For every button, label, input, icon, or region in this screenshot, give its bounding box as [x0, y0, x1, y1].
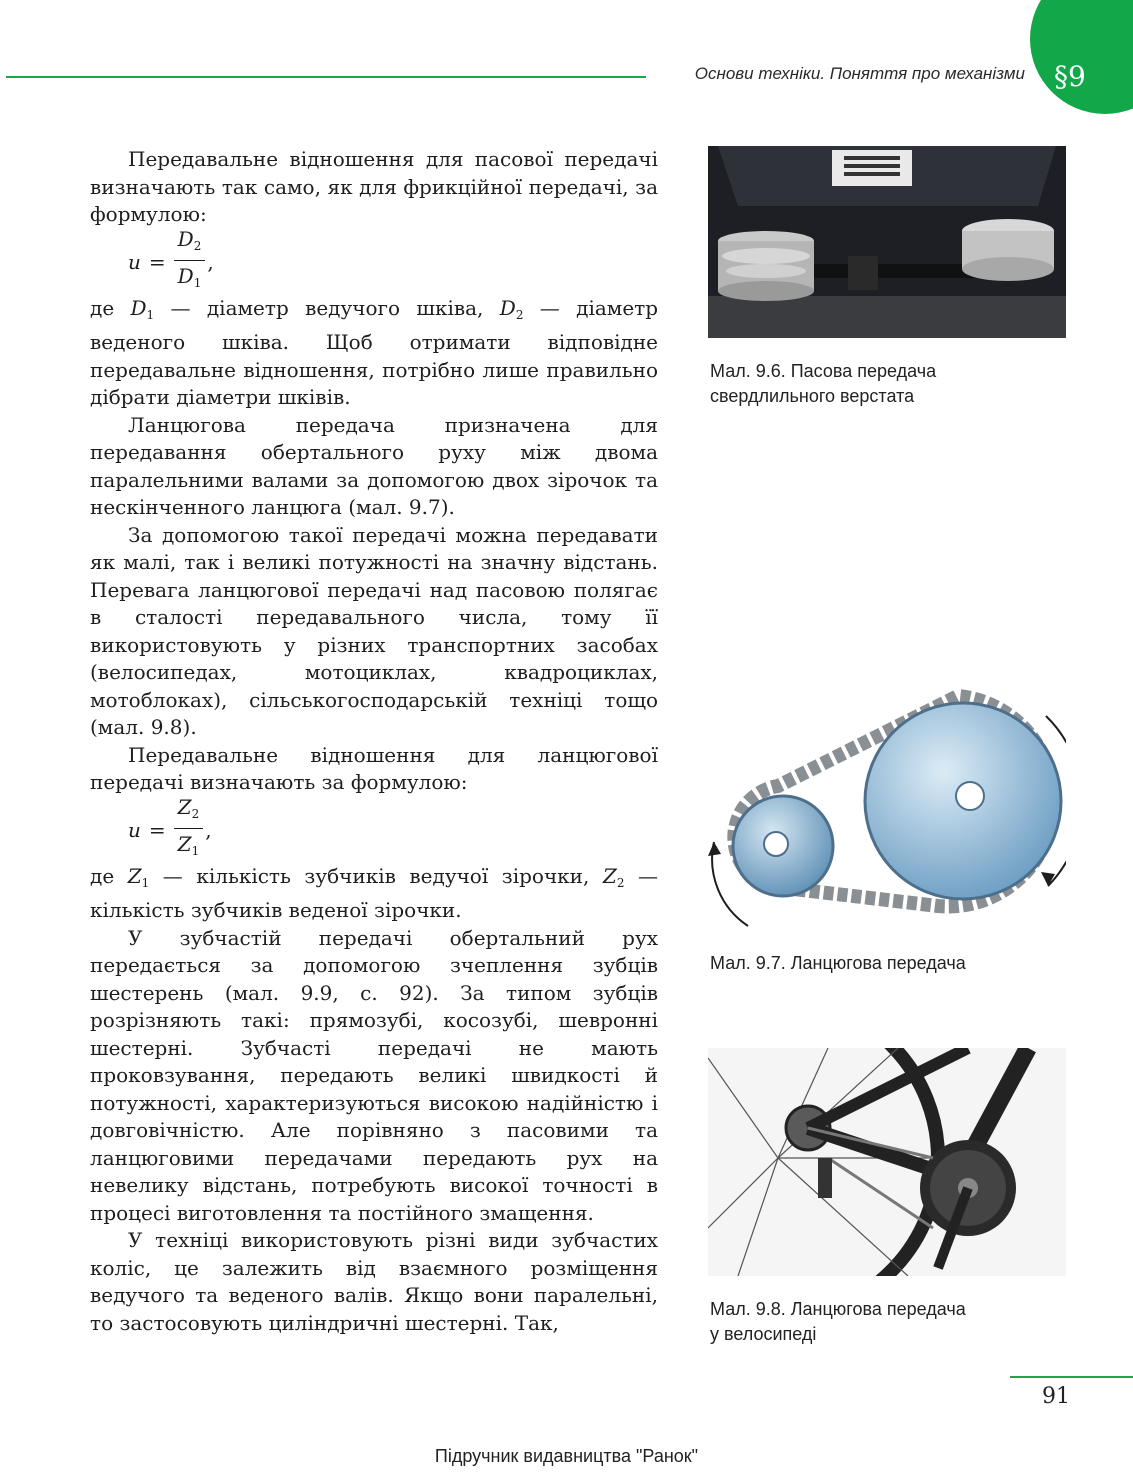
chain-ratio-formula — [128, 797, 658, 863]
formula-equals: = — [148, 817, 166, 842]
paragraph: Передавальне відношення для пасової передачі визначають так само, як для фрикційної передачі, за формулою: — [90, 147, 658, 226]
footer-rule — [1010, 1376, 1133, 1378]
paragraph: За допомогою такої передачі можна передавати як малі, так і великі потужності на значну відстань. Перевага ланцюгової передачі над пасовою полягає в сталості передавального числа, тому її використовують у різних транспортних засобах (велосипедах, мотоциклах, квадроциклах, мотоблоках), сільськогосподарській техніці тощо (мал. 9.8). — [90, 522, 658, 739]
bicycle-photo — [708, 1048, 1066, 1276]
text-run: — діаметр ведучого шківа, — [170, 295, 484, 320]
formula-fraction — [174, 793, 204, 866]
formula-equals: = — [148, 249, 166, 274]
figure-caption — [710, 359, 936, 409]
variable: Z — [127, 863, 142, 888]
formula-comma: , — [205, 817, 212, 842]
caption-line: у велосипеді — [710, 1324, 817, 1344]
paragraph — [90, 295, 658, 412]
numerator-sub: 2 — [191, 807, 200, 821]
belt-ratio-formula — [128, 229, 658, 295]
section-badge — [1030, 0, 1133, 114]
numerator-sub: 2 — [193, 239, 202, 253]
fraction-denominator — [174, 829, 204, 866]
bicycle-illustration — [708, 1048, 1066, 1276]
paragraph: Передавальне відношення для ланцюгової передачі визначають за формулою: — [90, 742, 658, 794]
caption-line: Мал. 9.8. Ланцюгова передача — [710, 1299, 966, 1319]
caption-line: свердлильного верстата — [710, 386, 915, 406]
formula-lhs: u — [128, 249, 141, 274]
text-lead: де — [90, 295, 115, 320]
paragraph: У зубчастій передачі обертальний рух передається за допомогою зчеплення зубців шестерень (мал. 9.9, с. 92). За типом зубців розрізняють такі: прямозубі, косозубі, шевронні шестерні. Зубчасті передачі не мають проковзування, передають великі швидкості й потужності, характеризуються високою надійністю і довговічністю. Але порівняно з пасовими та ланцюговими передачами передають рух на невелику відстань, потребують високої точності в процесі виготовлення та постійного змащення. — [90, 925, 658, 1225]
variable: D — [130, 295, 147, 320]
denominator-var: Z — [177, 832, 192, 856]
denominator-sub: 1 — [193, 276, 202, 290]
publisher-line: Підручник видавництва "Ранок" — [434, 1446, 699, 1466]
text-run: — кількість зубчиків веденої зірочки. — [90, 863, 658, 922]
running-header: Основи техніки. Поняття про механізми — [694, 64, 1025, 83]
text-run: — кількість зубчиків ведучої зірочки, — [162, 863, 590, 888]
caption-line: Мал. 9.7. Ланцюгова передача — [710, 953, 966, 973]
chain-drive-illustration — [708, 676, 1066, 930]
figure-caption — [710, 951, 966, 976]
variable: Z — [602, 863, 617, 888]
denominator-sub: 1 — [191, 844, 200, 858]
page-number: 91 — [1042, 1384, 1070, 1409]
fraction-denominator — [174, 261, 206, 298]
formula-comma: , — [207, 249, 214, 274]
numerator-var: D — [177, 227, 194, 251]
variable: D — [499, 295, 516, 320]
belt-drive-photo — [708, 146, 1066, 338]
subscript: 1 — [141, 875, 150, 890]
main-text-column — [90, 146, 658, 1337]
section-number: §9 — [1054, 60, 1086, 93]
denominator-var: D — [177, 264, 194, 288]
subscript: 2 — [616, 875, 625, 890]
subscript: 2 — [515, 307, 524, 322]
header-rule — [6, 76, 646, 78]
formula-lhs: u — [128, 817, 141, 842]
paragraph: Ланцюгова передача призначена для передавання обертального руху між двома паралельними валами за допомогою двох зірочок та нескінченного ланцюга (мал. 9.7). — [90, 412, 658, 519]
text-run: — діаметр веденого шківа. Щоб отримати відповідне передавальне відношення, потрібно лише правильно дібрати діаметри шківів. — [90, 295, 659, 409]
fraction-numerator — [174, 793, 204, 829]
subscript: 1 — [146, 307, 155, 322]
paragraph — [90, 863, 658, 925]
chain-drive-drawing — [708, 676, 1066, 930]
text-lead: де — [90, 863, 115, 888]
paragraph: У техніці використовують різні види зубчастих коліс, це залежить від взаємного розміщення ведучого та веденого валів. Якщо вони паралельні, то застосовують циліндричні шестерні. Так, — [90, 1228, 658, 1335]
caption-line: Мал. 9.6. Пасова передача — [710, 361, 937, 381]
formula-fraction — [174, 225, 206, 298]
figure-caption — [710, 1297, 966, 1347]
belt-drive-illustration — [708, 146, 1066, 338]
numerator-var: Z — [177, 795, 192, 819]
fraction-numerator — [174, 225, 206, 261]
